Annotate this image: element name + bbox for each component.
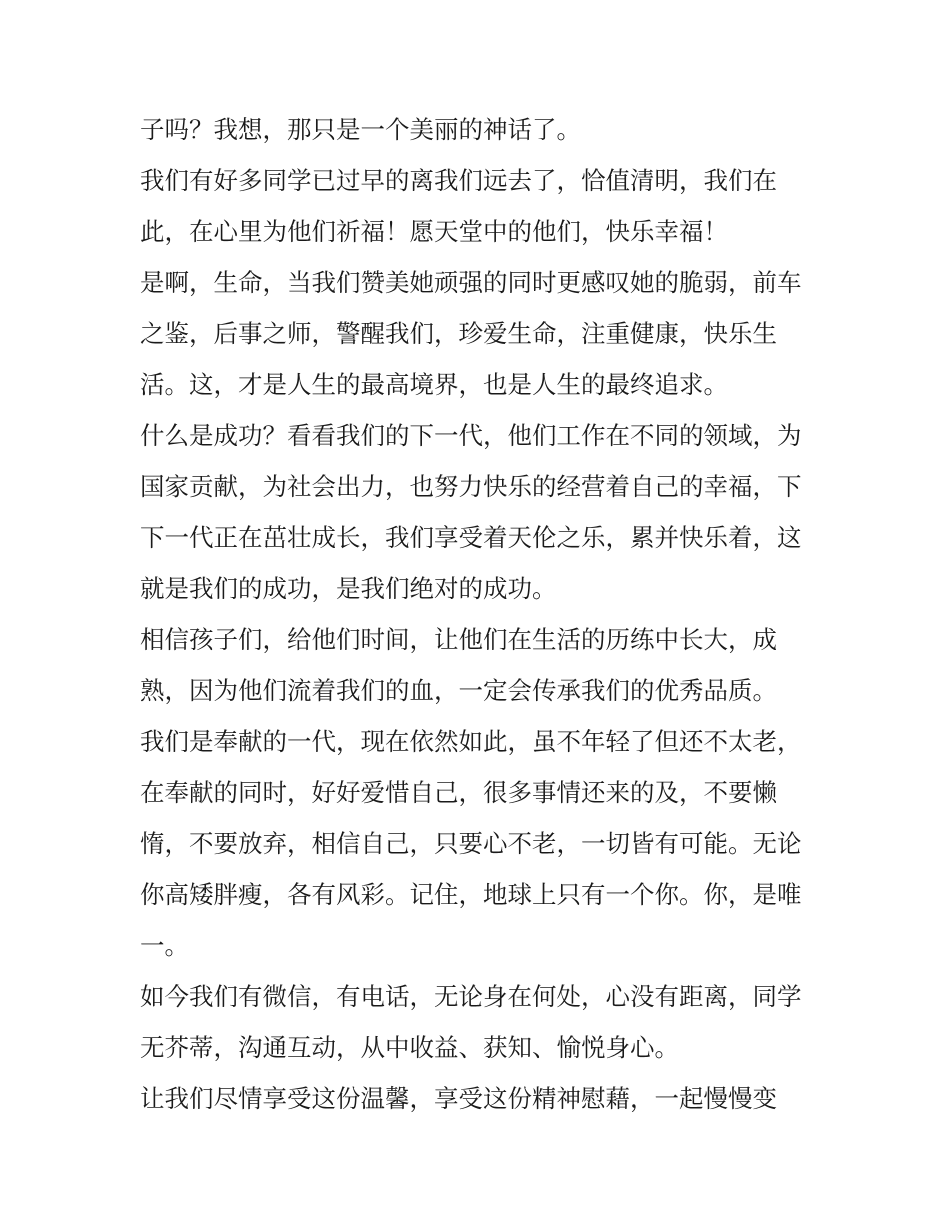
text-line-5: 之鉴，后事之师，警醒我们，珍爱生命，注重健康，快乐生 xyxy=(140,319,777,348)
text-line-3: 此，在心里为他们祈福！愿天堂中的他们，快乐幸福！ xyxy=(140,217,728,246)
text-line-13: 我们是奉献的一代，现在依然如此，虽不年轻了但还不太老， xyxy=(140,727,802,756)
text-line-7: 什么是成功？看看我们的下一代，他们工作在不同的领域，为 xyxy=(140,421,802,450)
text-line-2: 我们有好多同学已过早的离我们远去了，恰值清明，我们在 xyxy=(140,166,777,195)
text-line-12: 熟，因为他们流着我们的血，一定会传承我们的优秀品质。 xyxy=(140,676,777,705)
text-line-16: 你高矮胖瘦，各有风彩。记住，地球上只有一个你。你，是唯 xyxy=(140,880,802,909)
text-line-6: 活。这，才是人生的最高境界，也是人生的最终追求。 xyxy=(140,370,728,399)
text-line-20: 让我们尽情享受这份温馨，享受这份精神慰藉，一起慢慢变 xyxy=(140,1084,777,1113)
text-line-4: 是啊，生命，当我们赞美她顽强的同时更感叹她的脆弱，前车 xyxy=(140,268,802,297)
text-line-14: 在奉献的同时，好好爱惜自己，很多事情还来的及，不要懒 xyxy=(140,778,777,807)
text-line-17: 一。 xyxy=(140,931,189,960)
text-line-18: 如今我们有微信，有电话，无论身在何处，心没有距离，同学 xyxy=(140,982,802,1011)
text-line-1: 子吗？我想，那只是一个美丽的神话了。 xyxy=(140,115,581,144)
text-line-19: 无芥蒂，沟通互动，从中收益、获知、愉悦身心。 xyxy=(140,1033,679,1062)
text-line-8: 国家贡献，为社会出力，也努力快乐的经营着自己的幸福，下 xyxy=(140,472,802,501)
text-line-11: 相信孩子们，给他们时间，让他们在生活的历练中长大，成 xyxy=(140,625,777,654)
text-line-9: 下一代正在茁壮成长，我们享受着天伦之乐，累并快乐着，这 xyxy=(140,523,802,552)
text-line-10: 就是我们的成功，是我们绝对的成功。 xyxy=(140,574,557,603)
body-text xyxy=(140,104,830,1124)
text-line-15: 惰，不要放弃，相信自己，只要心不老，一切皆有可能。无论 xyxy=(140,829,802,858)
